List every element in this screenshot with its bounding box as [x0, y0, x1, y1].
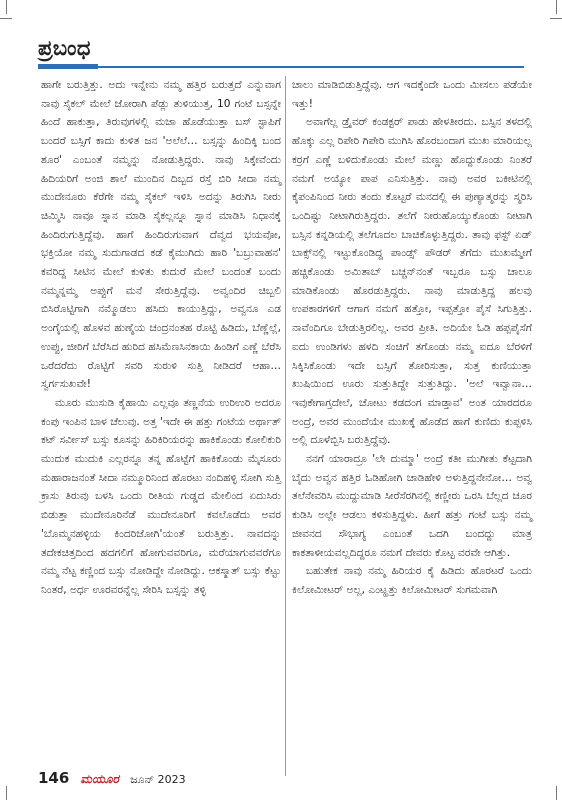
crop-mark-top-left-h: [0, 18, 12, 19]
issue-date: ಜೂನ್ 2023: [130, 773, 186, 786]
paragraph: ಚಾಲು ಮಾಡಿಬಿಡುತ್ತಿದ್ದೆವು. ಆಗ ಇದಕ್ಕೆಂದೇ ಒಂದು ಮೀಸಲು ಪಡೆಯೇ ಇತ್ತು!: [292, 79, 532, 110]
paragraph: ಮೂರು ಮುಸುಡಿ ಕೈಹಾಯಿ ಎಲ್ಲವೂ ತಣ್ಣನೆಯ ಉರಿಉರಿ ಅದರೂ ಕಂಪು ಇಂಪಿನ ಬಾಳ ಚೆಲುವು. ಅತ್ತ 'ಇದೇ ಈ ಹತ್ತು ಗಂಟೆಯ ಅರ್ಥಾತ್ ಕಟ್ ಸರ್ವೀಸ್ ಬಸ್ಸು ಕೂಸನ್ನು ಹಿರಿಕಿರಿಯರನ್ನು ಹಾಕಿಕೊಂಡು ಕೋಲಿಕುರಿ ಮುದುಕ ಮುದುಕಿ ಎಲ್ಲರನ್ನೂ ತನ್ನ ಹೊಟ್ಟೆಗೆ ಹಾಕಿಕೊಂಡು ಮೈಸೂರು ಮಹಾರಾಜನಂತೆ ಸೀದಾ ನಮ್ಮೂರಿನಿಂದ ಹೊರಟು ನಂದಿಹಳ್ಳಿ ಸೋಗಿ ಸುತ್ತಿ ಕ್ರಾಸು ತಿರುವು ಬಳಸಿ ಒಂದು ರೀತಿಯ ಗುಡ್ಡದ ಮೇಲಿಂದ ಏದುಸಿರು ಬಿಡುತ್ತಾ ಮುದೇನೂರಿನೆಡೆ ಮುದೇನೂರಿಗೆ ಕವಲೊಡೆದು ಅವರ 'ಬೊಮ್ಮನಹಳ್ಳಿಯ ಕಿಂದರಿಜೋಗಿ'ಯಂತೆ ಬರುತ್ತಿತ್ತು. ನಾವದನ್ನು ತದೇಕಚಿತ್ತದಿಂದ ಹದಗಲಿಗೆ ಹೋಗುವವರಿಗೂ, ಮರೆಯಾಗುವವರೆಗೂ ನಮ್ಮ ನೆಟ್ಟ ಕಣ್ಣಿಂದ ಬಸ್ಸು ನೋಡಿದ್ದೇ ನೋಡಿದ್ದು. ಆಕಸ್ಮಾತ್ ಬಸ್ಸು ಕೆಟ್ಟು ನಿಂತರೆ, ಅರ್ಧ ಊರವರನ್ನೆಲ್ಲ ಸೇರಿಸಿ ಬಸ್ಸನ್ನು ತಳ್ಳಿ: [41, 396, 281, 596]
section-title: ಪ್ರಬಂಧ: [38, 36, 91, 60]
right-column: [292, 76, 532, 776]
paragraph: ಅವಾಗೆಲ್ಲ ಡ್ರೈವರ್ ಕಂಡಕ್ಟರ್ ಪಾಡು ಹೇಳತೀರದು. ಬಸ್ಸಿನ ತಳದಲ್ಲಿ ಹೊಕ್ಕು ಎಲ್ಲ ರಿಪೇರಿ ಗಿಪೇರಿ ಮುಗಿಸಿ ಹೊರಬಂದಾಗ ಮುಖ ಮಾರಿಯಲ್ಲ ಕರ್‍ರಗೆ ಎಣ್ಣೆ ಬಳಿದುಕೊಂಡು ಮೇಲೆ ಮಣ್ಣು ಹೊದ್ದುಕೊಂಡು ನಿಂತರೆ ನಮಗೆ ಅಯ್ಯೋ ಪಾಪ ಎನಿಸುತ್ತಿತ್ತು. ನಾವು ಅವರ ಬಕೀಟಿನಲ್ಲಿ ಕೈಪಂಪಿನಿಂದ ನೀರು ತಂದು ಕೊಟ್ಟರೆ ಮನದಲ್ಲಿ ಈ ಪುಣ್ಯಾತ್ಮರನ್ನು ಸ್ಮರಿಸಿ ಒಂದಿಷ್ಟು ನೀಟಾಗಿರುತ್ತಿದ್ದರು. ತಲೆಗೆ ನೀರುಹೊಯ್ಯುಕೊಂಡು ನೀಟಾಗಿ ಬಸ್ಸಿನ ಕನ್ನಡಿಯಲ್ಲಿ ತಲೆಗೂದಲ ಬಾಚಿಕೊಳ್ಳುತ್ತಿದ್ದರು. ತಾವು ಫಸ್ಟ್ ಏಡ್ ಬಾಕ್ಸ್‌ನಲ್ಲಿ ಇಟ್ಟುಕೊಂಡಿದ್ದ ಪಾಂಡ್ಸ್ ಪೌಡರ್ ತೆಗೆದು ಮುಖಮ್ಮೇಗೆ ಹಚ್ಚಿಕೊಂಡು ಅಮಿತಾಬ್ ಬಚ್ಚನ್‌ನಂತೆ ಇಬ್ಬರೂ ಬಸ್ಸು ಚಾಲೂ ಮಾಡಿಕೊಂಡು ಹೊರಡುತ್ತಿದ್ದರು. ನಾವು ಮಾಡುತ್ತಿದ್ದ ಹಲವು ಉಪಕಾರಗಳಿಗೆ ಆಗಾಗ ನಮಗೆ ಹತ್ತೋ, ಇಪ್ಪತ್ತೋ ಪೈಸೆ ಸಿಗುತ್ತಿತ್ತು. ನಾವೆಂದಿಗೂ ಬೇಡುತ್ತಿರಲಿಲ್ಲ. ಅವರ ಪ್ರೀತಿ. ಅದಿಯೇ ಓಡಿ ಹಪ್ಪಪೈಸೆಗೆ ಐದು ಉಂಡಿಗಳು ಹಳದಿ ಸಂಚಿಗೆ ತಗೊಂಡು ನಮ್ಮ ಐದೂ ಬೆರಳಿಗೆ ಸಿಕ್ಕಿಸಿಕೊಂಡು ಇದೇ ಬಸ್ಸಿಗೆ ತೋರಿಸುತ್ತಾ, ಸುತ್ತ ಕುಣಿಯುತ್ತಾ ಖುಷಿಯಿಂದ ಊರು ಸುತ್ತುತಿದ್ದೇ ಸುತ್ತುತಿದ್ದು. 'ಅಲೆ ಇವ್ವಾನಾ… ಇವುಕೇಗಾಗ್ತದೇಲೆ, ಚೋಟು ಕಡದಂಗ ಮಾಡ್ತಾವ' ಅಂತ ಯಾರದರೂ ಅಂದ್ರೆ, ಅವರ ಮುಂದೆಯೇ ಮುಖಕ್ಕೆ ಹೊಡೆದ ಹಾಗೆ ಕುಣಿದು ಕುಪ್ಪಳಿಸಿ ಅಲ್ಲಿ ದೂಳೆಬ್ಬಿಸಿ ಬರುತ್ತಿದ್ದೆವು.: [292, 116, 532, 447]
magazine-logo: ಮಯೂರ: [80, 772, 119, 786]
crop-mark-top-left: [6, 0, 7, 14]
crop-mark-bottom-left: [6, 786, 7, 800]
header-rule: [38, 66, 524, 68]
paragraph: ನನಗೆ ಯಾರಾದ್ರೂ 'ಲೇ ದುಮ್ಮಾ' ಅಂದ್ರೆ ಕತೀ ಮುಗೀತು ಕೆಟ್ಟದಾಗಿ ಬೈದು ಅವ್ವನ ಹತ್ತಿರ ಓಡಿಹೋಗಿ ಚಾಡಿಹೇಳಿ ಅಳುತ್ತಿದ್ದನೇನೋ… ಅವ್ವ ತಲೆನೇವರಿಸಿ ಮುದ್ದುಮಾಡಿ ಸೀರೆಸೆರಗಿನಲ್ಲಿ ಕಣ್ಣೀರು ಒರಸಿ ಬೆಲ್ಲದ ಚೂರ ಕುಡಿಸಿ ಅಲ್ಲೇ ಆಡಲು ಕಳಿಸುತ್ತಿದ್ದಳು. ಹೀಗೆ ಹತ್ತು ಗಂಟೆ ಬಸ್ಸು ನಮ್ಮ ಜೀವನದ ಸೌಭಾಗ್ಯ ಎಂಬಂತೆ ಒದಗಿ ಬಂದದ್ದು ಮಾತ್ರ ಕಾಕತಾಳೀಯವಲ್ಲದಿದ್ದರೂ ನಮಗೆ ದೇವರು ಕೊಟ್ಟ ವರವೇ ಆಗಿತ್ತು.: [292, 453, 532, 559]
crop-mark-bottom-right: [556, 786, 557, 800]
paragraph: ಬಹುತೇಕ ನಾವು ನಮ್ಮ ಹಿರಿಯರ ಕೈ ಹಿಡಿದು ಹೊರಟರೆ ಒಂದು ಕಿಲೋಮೀಟರ್ ಅಲ್ಲ, ಎಂಟ್ಹತ್ತು ಕಿಲೋಮೀಟರ್ ಸುಗಮವಾಗಿ: [292, 565, 532, 596]
page-footer: [38, 769, 186, 787]
page-number: 146: [38, 769, 70, 787]
paragraph: ಹಾಗೇ ಬರುತ್ತಿತ್ತು. ಅದು ಇನ್ನೇನು ನಮ್ಮ ಹತ್ತಿರ ಬರುತ್ತದೆ ಎನ್ನುವಾಗ ನಾವು ಸೈಕಲ್ ಮೇಲೆ ಜೋರಾಗಿ ಪೆಡ್ಲು ತುಳಿಯುತ್ತ, 10 ಗಂಟೆ ಬಸ್ಸನ್ನೇ ಹಿಂದೆ ಹಾಕುತ್ತಾ, ತಿರುವುಗಳಲ್ಲಿ ಮಜಾ ಹೊಡೆಯುತ್ತಾ ಬಸ್ ಸ್ಟಾಪಿಗೆ ಬಂದರೆ ಬಸ್ಸಿಗೆ ಕಾದು ಕುಳಿತ ಜನ 'ಅಲೆಲೆ… ಬಸ್ಸನ್ನು ಹಿಂದಿಕ್ಕಿ ಬಂದ ಶೂರ' ಎಂಬಂತೆ ನಮ್ಮನ್ನು ನೋಡುತ್ತಿದ್ದರು. ನಾವು ಸಿಕ್ಕೇವೆಂದು ಹಿದಿಯರಿಗೆ ಅಂಜಿ ಶಾಲೆ ಮುಂದಿನ ದಿಬ್ಬದ ರಸ್ತೆ ಬಿರಿ ಸೀದಾ ನಮ್ಮ ಮುದೇನೂರು ಕೆರೆಗೇ ನಮ್ಮ ಸೈಕಲ್ ಇಳಿಸಿ ಅದನ್ನು ತಿರುಗಿಸಿ ನೀರು ಚಿಮ್ಮಿಸಿ ನಾವೂ ಸ್ನಾನ ಮಾಡಿ ಸೈಕಲ್ಲನ್ನೂ ಸ್ನಾನ ಮಾಡಿಸಿ ನಿಧಾನಕ್ಕೆ ಹಿಂದಿರುಗುತ್ತಿದ್ದೆವು. ಹಾಗೆ ಹಿಂದಿರುಗುವಾಗ ದೆವ್ವದ ಭಯವೋ, ಭಕ್ತಿಯೋ ನಮ್ಮ ಸುದುಗಾಡದ ಕಡೆ ಕೈಮುಗಿದು ಹಾರಿ 'ಬಬ್ರುವಾಹನ' ಕವರಿದ್ದ ಸೀಟಿನ ಮೇಲೆ ಕುಳಿತು ಕುದುರೆ ಮೇಲೆ ಬಂದಂತೆ ಬಂದು ನಮ್ಮನ್ನಮ್ಮ ಅಪ್ಪುಗೆ ಮನೆ ಸೇರುತ್ತಿದ್ದೆವು. ಅವ್ವಂದಿರ ಚಿಬ್ಬಲಿ ಬಿಸಿರೊಟ್ಟಿಗಾಗಿ ನಮ್ಮೊಡಲು ಹಸಿದು ಕಾಯುತ್ತಿದ್ದು, ಅವ್ವನೂ ಎಡ ಅಂಗೈಯಲ್ಲಿ ಹೊಳವ ಹುಣ್ಮೆಯ ಚಂದ್ರನಂತಹ ರೊಟ್ಟಿ ಹಿಡಿದು, ಬೆಣ್ಣೆಲ್ಲೆ, ಉಪ್ಪು, ಜೀರಿಗೆ ಬೆರೆಸಿದ ಹುರಿದ ಹಸಿಮೆಣಸಿನಕಾಯಿ ಹಿಂಡಿಗೆ ಎಣ್ಣೆ ಬೆರೆಸಿ ಒರೆದರೆದು ರೊಟ್ಟಿಗೆ ಸವರಿ ಸುರುಳಿ ಸುತ್ತಿ ನೀಡಿದರೆ ಆಹಾ… ಸ್ವರ್ಗಸುಖವೇ!: [41, 79, 281, 391]
column-divider: [285, 76, 286, 776]
crop-mark-top-right: [556, 0, 557, 14]
left-column: [41, 76, 281, 776]
crop-mark-top-right-h: [550, 18, 562, 19]
